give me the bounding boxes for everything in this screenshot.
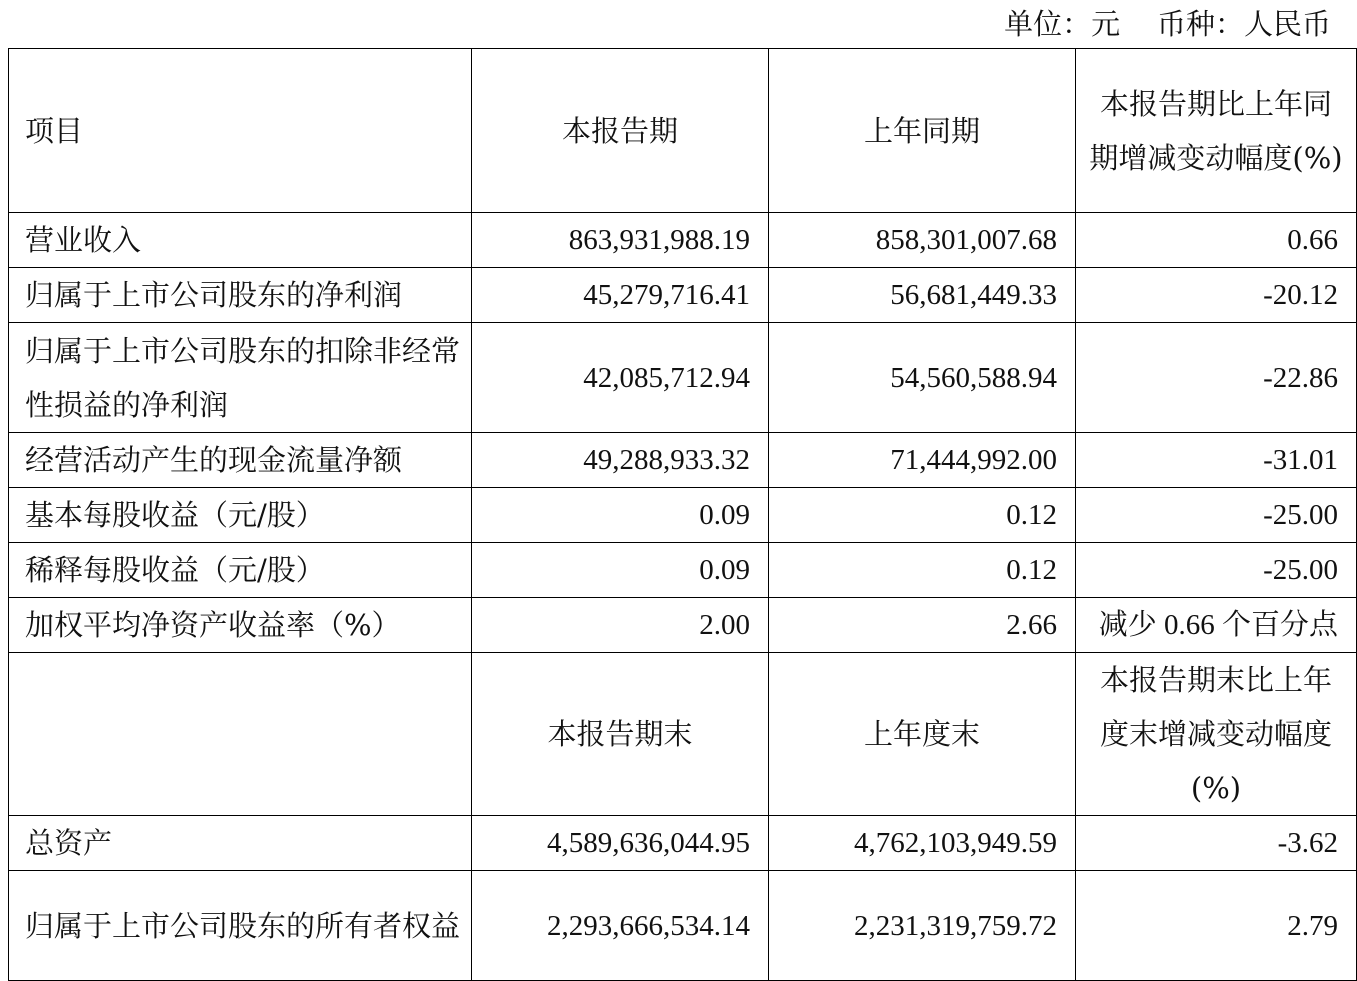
- header-change-pct: 本报告期比上年同期增减变动幅度(%): [1076, 49, 1357, 213]
- row-prior: 56,681,449.33: [769, 268, 1076, 323]
- row-current: 2.00: [472, 598, 769, 653]
- row-change: -20.12: [1076, 268, 1357, 323]
- table-row: [9, 871, 1357, 981]
- row-prior: 2.66: [769, 598, 1076, 653]
- row-label: 归属于上市公司股东的所有者权益: [9, 871, 472, 981]
- row-change: 2.79: [1076, 871, 1357, 981]
- table-row: [9, 268, 1357, 323]
- table-row: [9, 433, 1357, 488]
- row-label: 营业收入: [9, 213, 472, 268]
- row-change: 0.66: [1076, 213, 1357, 268]
- row-current: 49,288,933.32: [472, 433, 769, 488]
- unit-currency-note: 单位：元 币种：人民币: [1004, 7, 1331, 41]
- row-label: 稀释每股收益（元/股）: [9, 543, 472, 598]
- header2-item-blank: [9, 653, 472, 816]
- row-current: 0.09: [472, 488, 769, 543]
- row-label: 归属于上市公司股东的扣除非经常性损益的净利润: [9, 323, 472, 433]
- row-prior: 0.12: [769, 543, 1076, 598]
- row-change: -22.86: [1076, 323, 1357, 433]
- row-change: -25.00: [1076, 488, 1357, 543]
- table-row: [9, 213, 1357, 268]
- row-prior: 54,560,588.94: [769, 323, 1076, 433]
- period-end-header-row: [9, 653, 1357, 816]
- row-current: 45,279,716.41: [472, 268, 769, 323]
- row-label: 总资产: [9, 816, 472, 871]
- row-current: 863,931,988.19: [472, 213, 769, 268]
- header-prior-period: 上年同期: [769, 49, 1076, 213]
- row-prior: 858,301,007.68: [769, 213, 1076, 268]
- table-header-row: [9, 49, 1357, 213]
- row-current: 42,085,712.94: [472, 323, 769, 433]
- row-current: 2,293,666,534.14: [472, 871, 769, 981]
- row-current: 4,589,636,044.95: [472, 816, 769, 871]
- row-prior: 0.12: [769, 488, 1076, 543]
- row-change: -3.62: [1076, 816, 1357, 871]
- header-current-period: 本报告期: [472, 49, 769, 213]
- row-prior: 71,444,992.00: [769, 433, 1076, 488]
- row-label: 经营活动产生的现金流量净额: [9, 433, 472, 488]
- table-row: [9, 543, 1357, 598]
- row-label: 基本每股收益（元/股）: [9, 488, 472, 543]
- table-row: [9, 323, 1357, 433]
- row-current: 0.09: [472, 543, 769, 598]
- row-change: -31.01: [1076, 433, 1357, 488]
- row-label: 归属于上市公司股东的净利润: [9, 268, 472, 323]
- table-row: [9, 488, 1357, 543]
- header2-change-pct: 本报告期末比上年度末增减变动幅度(%): [1076, 653, 1357, 816]
- row-label: 加权平均净资产收益率（%）: [9, 598, 472, 653]
- table-row: [9, 816, 1357, 871]
- row-prior: 2,231,319,759.72: [769, 871, 1076, 981]
- header-item: 项目: [9, 49, 472, 213]
- row-change: -25.00: [1076, 543, 1357, 598]
- header2-current-period-end: 本报告期末: [472, 653, 769, 816]
- header2-prior-year-end: 上年度末: [769, 653, 1076, 816]
- row-prior: 4,762,103,949.59: [769, 816, 1076, 871]
- key-financial-data-table: [8, 48, 1357, 981]
- row-change: 减少 0.66 个百分点: [1076, 598, 1357, 653]
- table-row: [9, 598, 1357, 653]
